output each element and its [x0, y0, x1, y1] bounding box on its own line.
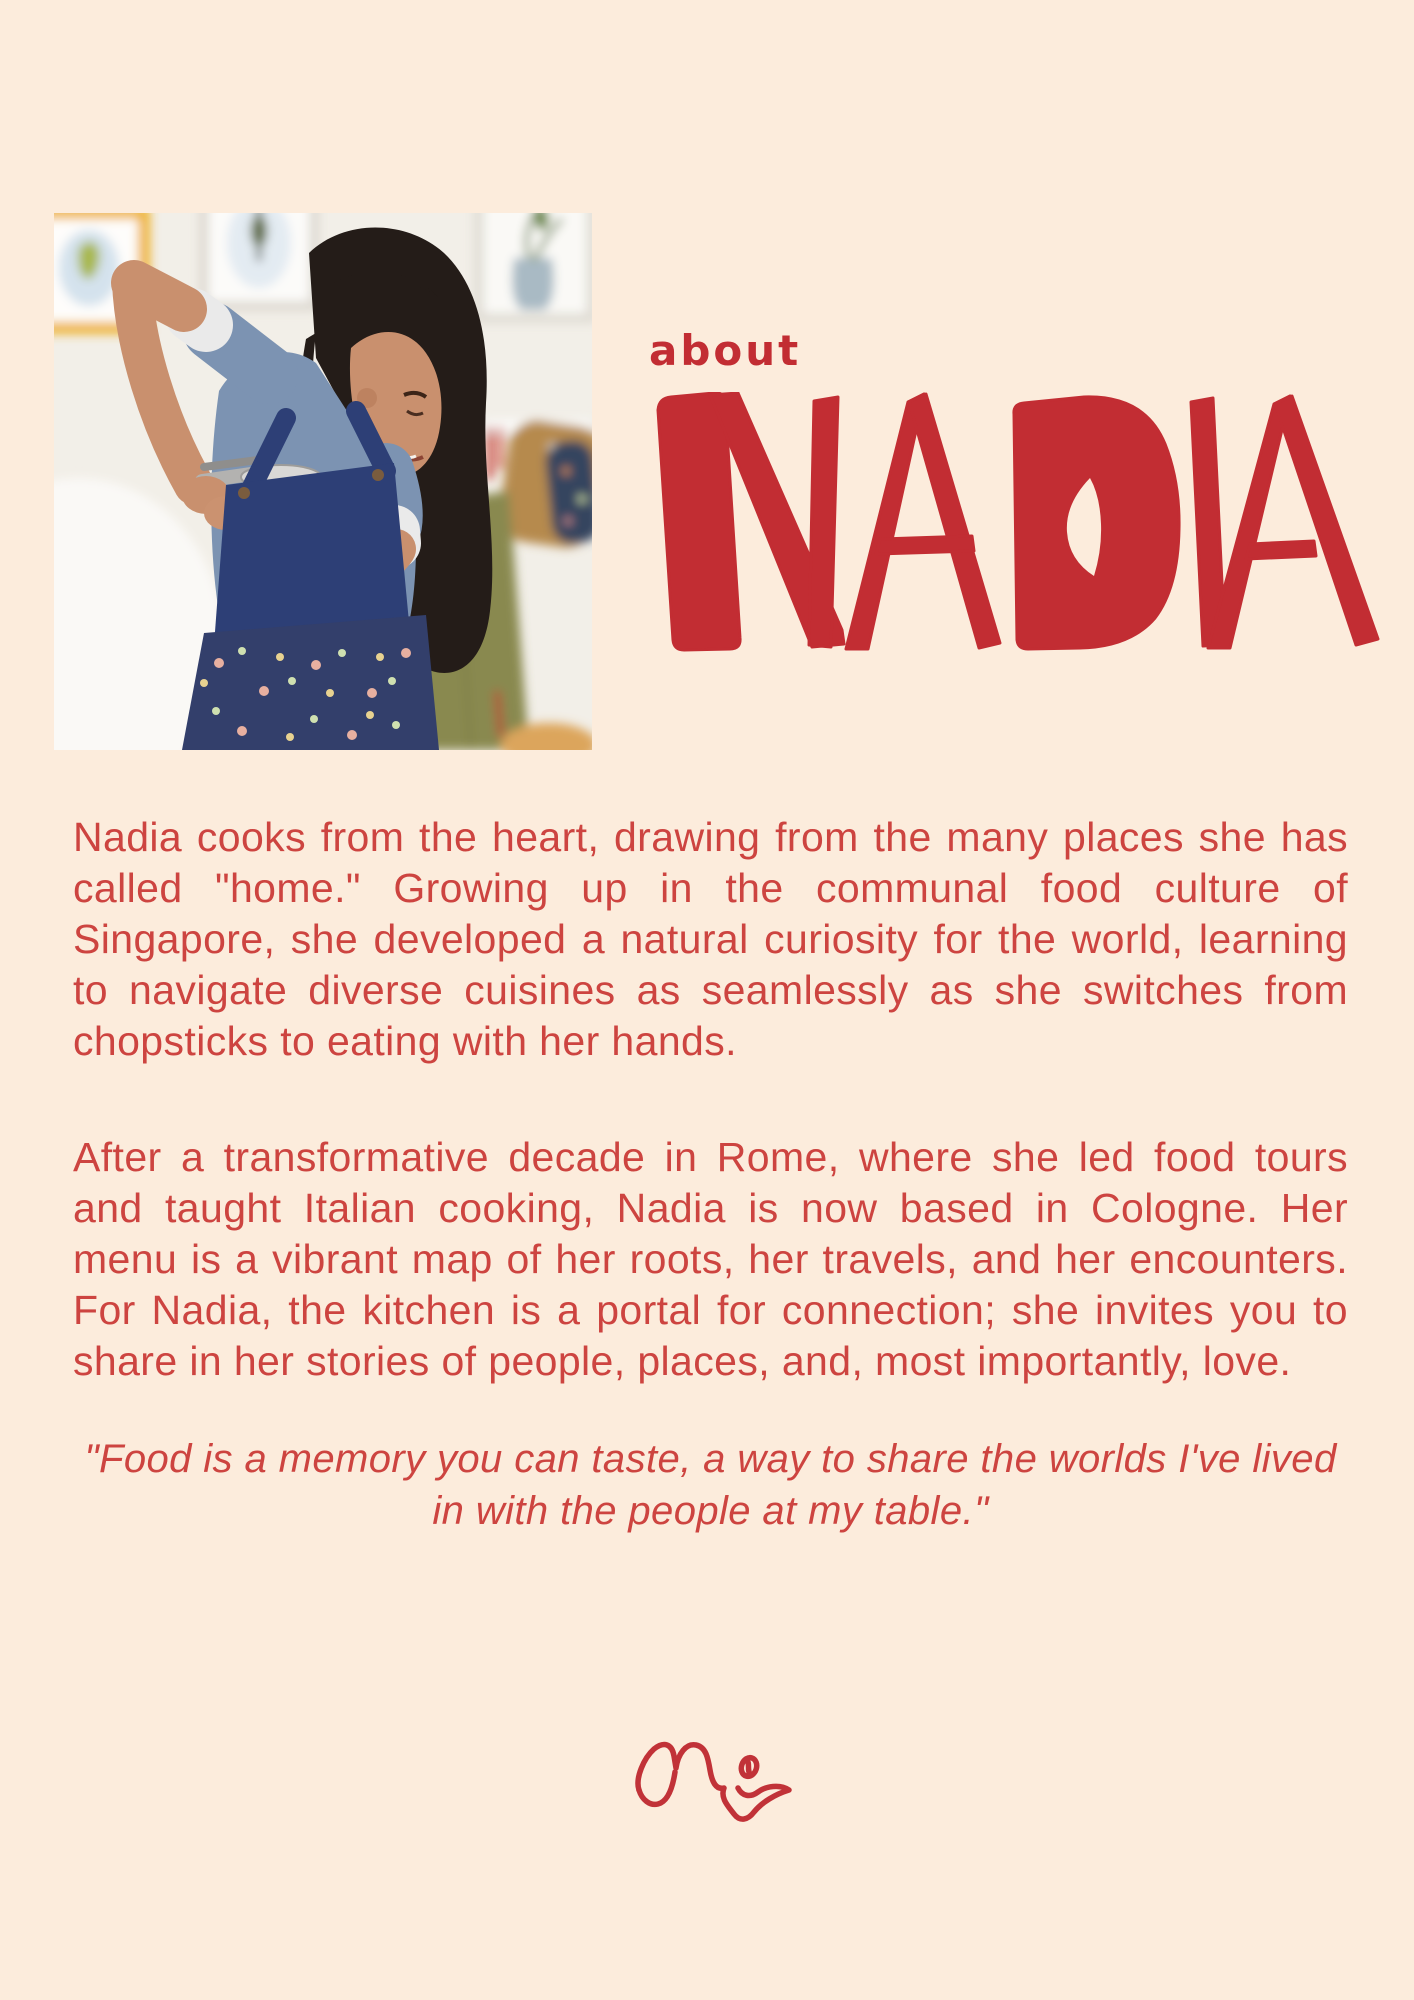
about-label: about [649, 326, 802, 375]
bio-paragraph-2: After a transformative decade in Rome, where she led food tours and taught Italian cooking, Nadia is now based in Cologne. Her menu is a vibrant map of her roots, her travels, and her encounters. For Nadia, the kitchen is a portal for connection; she invites you to share in her stories of people, places, and, most importantly, love. [73, 1134, 1348, 1384]
coffee-bean-crease [746, 1759, 751, 1775]
letter-n [658, 393, 844, 650]
squiggle-logo [634, 1740, 794, 1832]
squiggle-ribbon [638, 1745, 789, 1820]
bio-paragraph-1: Nadia cooks from the heart, drawing from the many places she has called "home." Growing up in the communal food culture of Singapore, she developed a natural curiosity for the world, learning to navigate diverse cuisines as seamlessly as she switches from chopsticks to eating with her hands. [73, 814, 1348, 1064]
letter-a2 [1208, 396, 1378, 648]
bio-text [73, 812, 1348, 1537]
squiggle-ribbon-edge [639, 1772, 675, 1804]
letter-a [846, 394, 1000, 649]
nadia-wordmark-text [0, 0, 1, 1]
letter-d [1014, 397, 1179, 649]
nadia-photo-illustration [54, 213, 592, 750]
quote-text: "Food is a memory you can taste, a way to share the worlds I've lived in with the people at my table." [84, 1437, 1337, 1533]
nadia-photo [54, 213, 592, 750]
nadia-wordmark [652, 392, 1380, 654]
